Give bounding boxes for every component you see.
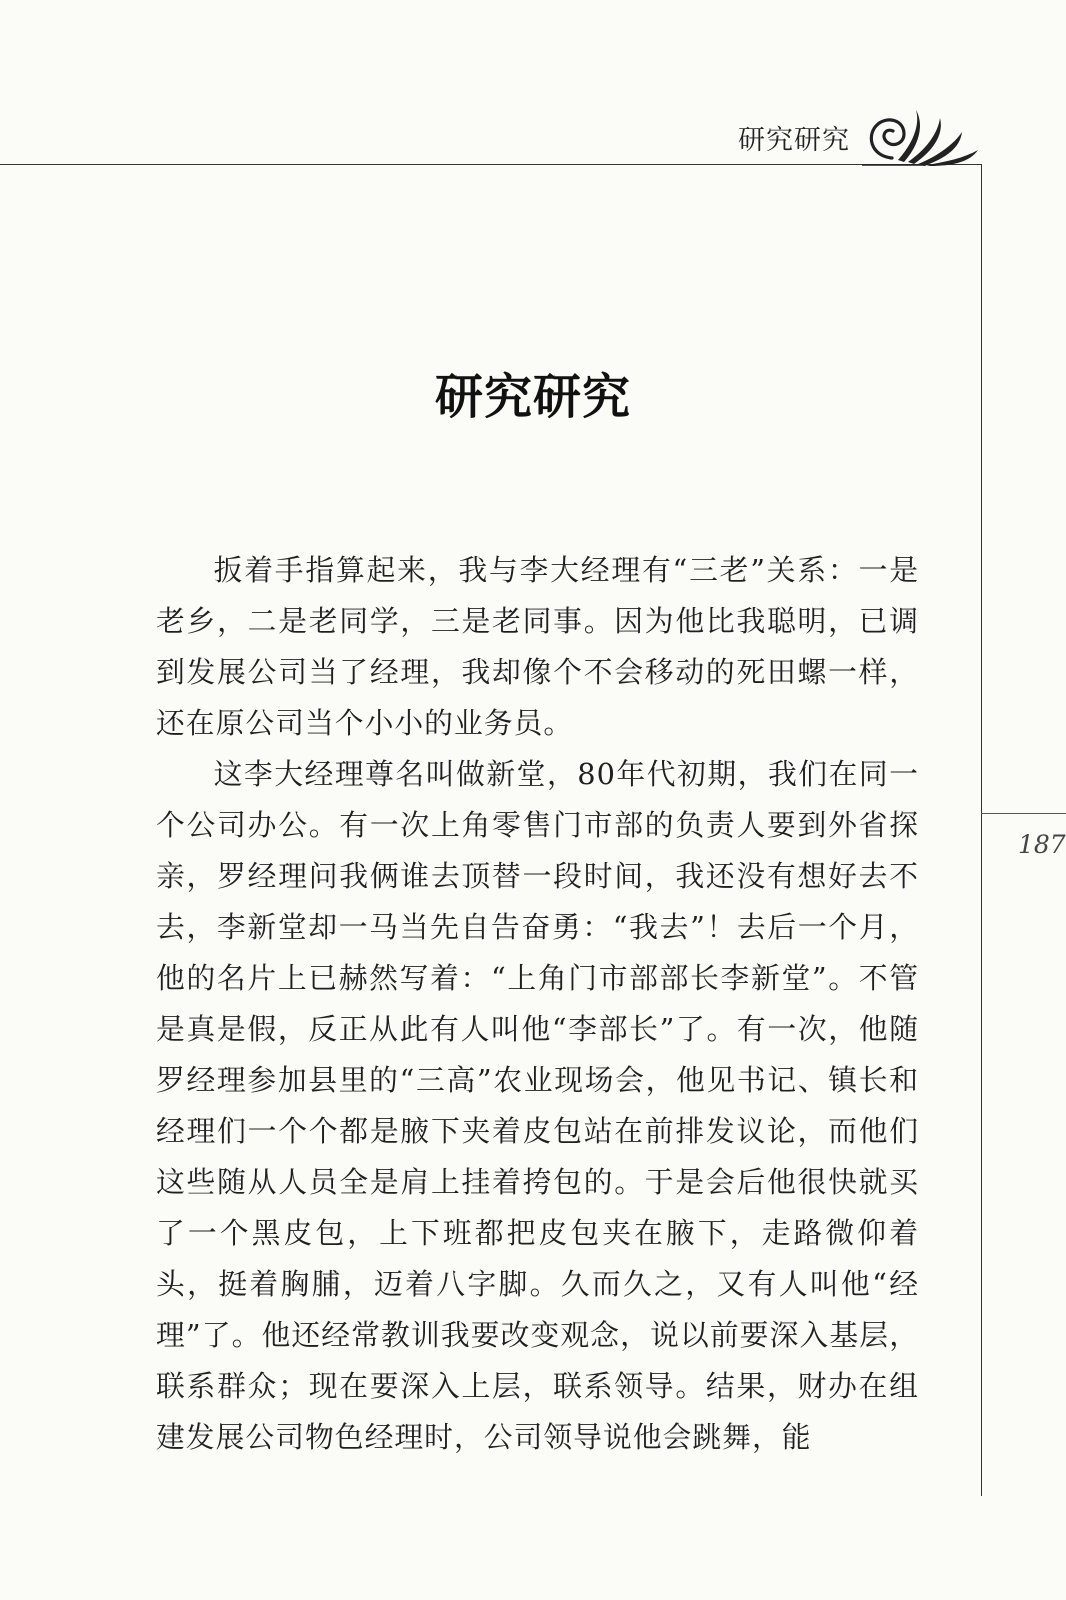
body-paragraph: 扳着手指算起来，我与李大经理有“三老”关系：一是老乡，二是老同学，三是老同事。因为他比我聪明，已调到发展公司当了经理，我却像个不会移动的死田螺一样，还在原公司当个小小的业务员。 xyxy=(156,553,919,740)
chapter-title: 研究研究 xyxy=(434,369,631,425)
body-paragraph: 这李大经理尊名叫做新堂，80年代初期，我们在同一个公司办公。有一次上角零售门市部的负责人要到外省探亲，罗经理问我俩谁去顶替一段时间，我还没有想好去不去，李新堂却一马当先自告奋勇：“我去”！去后一个月，他的名片上已赫然写着：“上角门市部部长李新堂”。不管是真是假，反正从此有人叫他“李部长”了。有一次，他随罗经理参加县里的“三高”农业现场会，他见书记、镇长和经理们一个个都是腋下夹着皮包站在前排发议论，而他们这些随从人员全是肩上挂着挎包的。于是会后他很快就买了一个黑皮包，上下班都把皮包夹在腋下，走路微仰着头，挺着胸脯，迈着八字脚。久而久之，又有人叫他“经理”了。他还经常教训我要改变观念，说以前要深入基层，联系群众；现在要深入上层，联系领导。结果，财办在组建发展公司物色经理时，公司领导说他会跳舞，能 xyxy=(156,757,919,1454)
page-frame-top-rule xyxy=(0,164,982,165)
scroll-flourish-icon xyxy=(862,104,982,166)
margin-tick-rule xyxy=(981,813,1066,814)
body-text xyxy=(156,545,919,1463)
page-number: 187 xyxy=(1018,830,1066,859)
running-head-title: 研究研究 xyxy=(738,125,850,156)
